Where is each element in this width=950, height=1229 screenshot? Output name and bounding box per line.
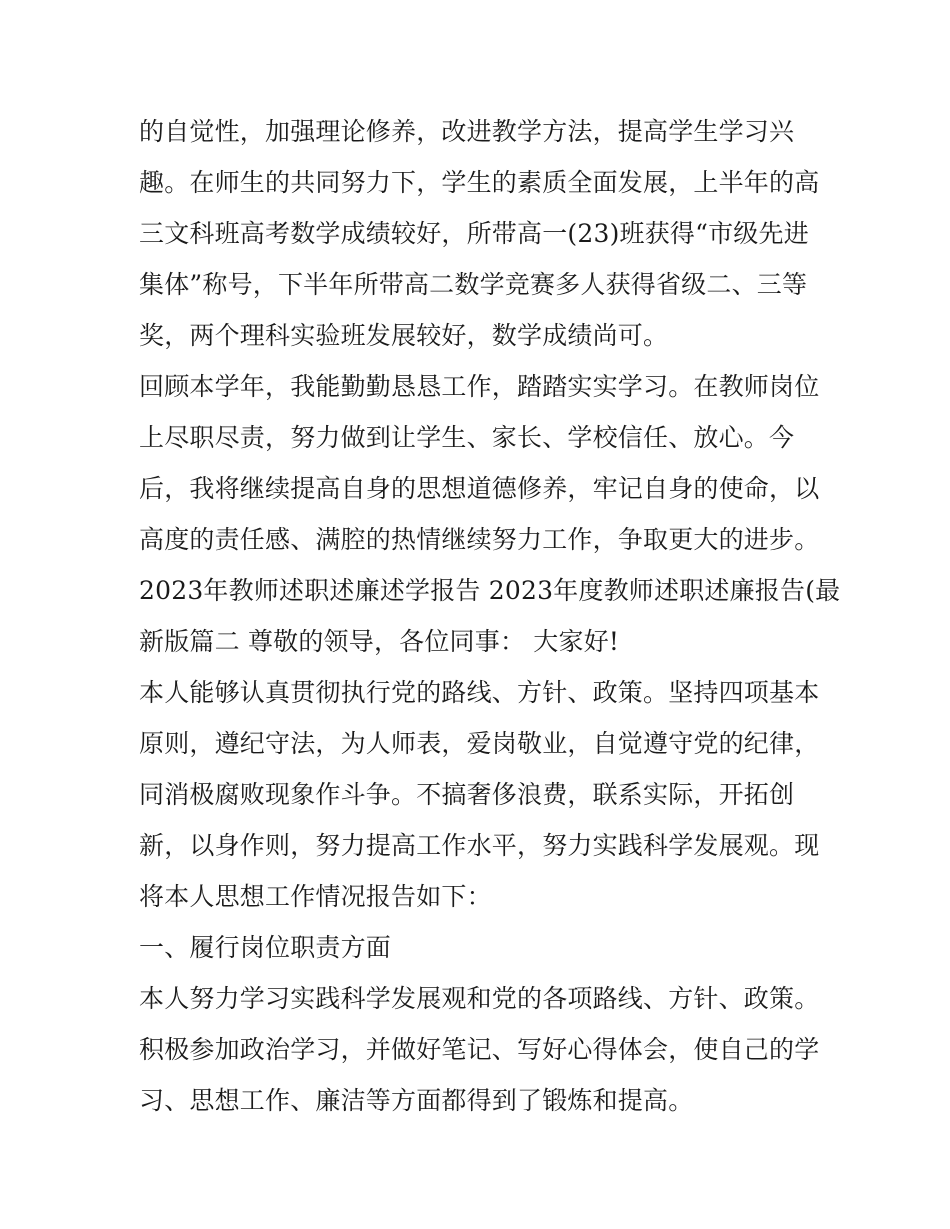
document-body xyxy=(139,106,841,1126)
text-line: 趣。在师生的共同努力下，学生的素质全面发展，上半年的高 xyxy=(139,168,820,197)
paragraph-study xyxy=(139,973,819,1126)
text-line: 积极参加政治学习，并做好笔记、写好心得体会，使自己的学 xyxy=(139,1035,820,1064)
text-line: 习、思想工作、廉洁等方面都得到了锻炼和提高。 xyxy=(139,1086,694,1115)
text-line: 新，以身作则，努力提高工作水平，努力实践科学发展观。现 xyxy=(139,831,820,860)
text-line: 同消极腐败现象作斗争。不搞奢侈浪费，联系实际，开拓创 xyxy=(139,780,795,809)
text-line: 新版篇二 尊敬的领导，各位同事： 大家好! xyxy=(139,627,620,656)
text-line: 原则，遵纪守法，为人师表，爱岗敬业，自觉遵守党的纪律， xyxy=(139,729,820,758)
text-line: 的自觉性，加强理论修养，改进教学方法，提高学生学习兴 xyxy=(139,117,795,146)
paragraph-review xyxy=(139,361,841,667)
text-line: 将本人思想工作情况报告如下： xyxy=(139,882,492,911)
section-heading xyxy=(139,922,819,973)
text-line: 上尽职尽责，努力做到让学生、家长、学校信任、放心。今 xyxy=(139,423,795,452)
paragraph-principles xyxy=(139,667,819,922)
text-line: 三文科班高考数学成绩较好，所带高一(23)班获得“市级先进 xyxy=(139,219,809,248)
paragraph-achievements xyxy=(139,106,819,361)
text-line: 后，我将继续提高自身的思想道德修养，牢记自身的使命，以 xyxy=(139,474,820,503)
text-line: 集体”称号，下半年所带高二数学竞赛多人获得省级二、三等 xyxy=(139,270,808,299)
text-line: 2023年教师述职述廉述学报告 2023年度教师述职述廉报告(最 xyxy=(139,576,841,605)
text-line: 高度的责任感、满腔的热情继续努力工作，争取更大的进步。 xyxy=(139,525,820,554)
text-line: 回顾本学年，我能勤勤恳恳工作，踏踏实实学习。在教师岗位 xyxy=(139,372,820,401)
text-line: 本人努力学习实践科学发展观和党的各项路线、方针、政策。 xyxy=(139,984,820,1013)
heading-line: 一、履行岗位职责方面 xyxy=(139,933,392,962)
text-line: 本人能够认真贯彻执行党的路线、方针、政策。坚持四项基本 xyxy=(139,678,820,707)
text-line: 奖，两个理科实验班发展较好，数学成绩尚可。 xyxy=(139,321,669,350)
